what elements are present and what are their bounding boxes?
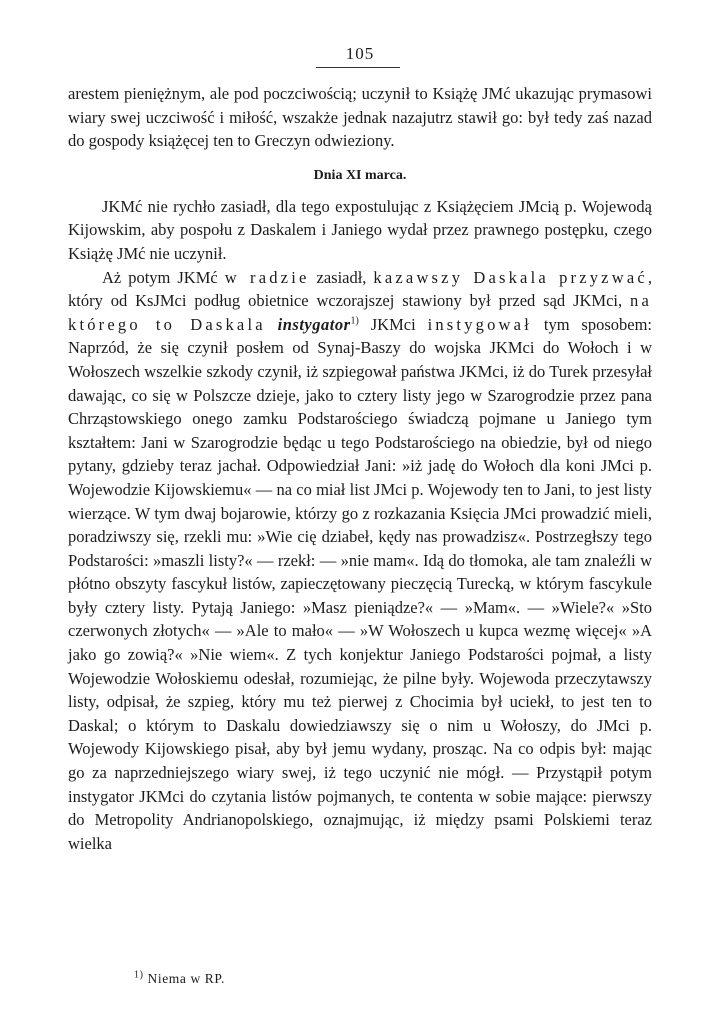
paragraph-daskal-trial [68,266,652,856]
spaced-emphasis: kazawszy Daskala przyzwać [373,267,648,287]
text-run: tym sposobem: Naprzód, że się czynił posłem od Synaj-Baszy do wojska JKMci do Wołoch i w Wołoszech wszelkie szkody czynił, iż szpiegował państwa JKMci, iż do Turek przesyłał dawając, co się w Polszcze dzieje, jako to cztery listy jego w Szarogrodzie przez pana Chrząstowskiego onego zamku Podstarościego świadczą pojmane u Janiego tym kształtem: Jani w Szarogrodzie będąc u tego Podstarościego na obiedzie, był od niego pytany, gdzieby teraz jachał. Odpowiedział Jani: »iż jadę do Wołoch dla koni JMci p. Wojewodzie Kijowskiemu« — na co miał list JMci p. Wojewody ten to Jani, to jest listy wierzące. W tym dwaj bojarowie, którzy go z rozkazania Księcia JMci prowadzić mieli, poradziwszy się, rzekli mu: »Wie cię dziabeł, kędy nas prowadzisz«. Postrzegłszy tego Podstarości: »maszli listy?« — rzekł: — »nie mam«. Idą do tłomoka, ale tam znaleźli w płótno obszyty fascykuł listów, zapieczętowany pieczęcią Turecką, w którym fascykule były cztery listy. Pytają Janiego: »Masz pieniądze?« — »Mam«. — »Wiele?« »Sto czerwonych złotych« — »Ale to mało« — »W Wołoszech u kupca wezmę więcej« »A jako go zowią?« »Nie wiem«. Z tych konjektur Janiego Podstarości pojmał, a listy Wojewodzie Wołoskiemu odesłał, rozumiejąc, że pilne były. Wojewoda przeczytawszy listy, odpisał, że szpieg, który mu też pierwej z Chocimia był uciekł, to jest ten to Daskal; o którym to Daskalu dowiedziawszy się o nim u Wołoszy, do JMci p. Wojewody Kijowskiego pisał, aby był jemu wydany, prosząc. Na co odpis był: mając go za naprzedniejszego wiary swej, iż tego uczynić nie mógł. — Przystąpił potym instygator JKMci do czytania listów pojmanych, te contenta w sobie mające: pierwszy do Metropolity Andrianopolskiego, oznajmując, iż między psami Polskiemi teraz wielka [68,314,653,853]
text-run: JKMci [358,314,428,334]
text-run [266,315,278,334]
text-run: Aż potym JKMć [102,267,225,287]
page-body [68,82,652,855]
page-number: 105 [345,44,375,63]
paragraph-continuation: arestem pieniężnym, ale pod poczciwością; uczynił to Książę JMć ukazując prymasowi wiary swej uczciwość i miłość, wszakże jednak nazajutrz stawił go: był tedy zaś nazad do gospody książęcej ten to Greczyn odwieziony. [68,84,652,151]
footnote-text: Niema w RP. [143,971,225,986]
page-number-rule [316,67,400,68]
text-run: , który od KsJMci podług obietnice wczorajszej stawiony był przed sąd JKMci, [68,267,652,311]
spaced-emphasis: w radzie [224,267,310,287]
footnote-mark: 1) [134,969,144,981]
footnote [134,971,225,987]
section-heading: Dnia XI marca. [313,167,407,183]
footnote-reference: 1) [350,315,359,327]
spaced-emphasis: na którego to Daskala [68,291,652,334]
spaced-emphasis: instygował [427,314,532,334]
paragraph-jkmc-expostulating: JKMć nie rychło zasiadł, dla tego expostulując z Książęciem JMcią p. Wojewodą Kijowskim, aby pospołu z Daskalem i Janiego wydał przez prawnego postępku, czego Książę JMć nie uczynił. [68,196,652,263]
italic-term: instygator [277,314,351,334]
text-run: zasiadł, [309,267,374,287]
